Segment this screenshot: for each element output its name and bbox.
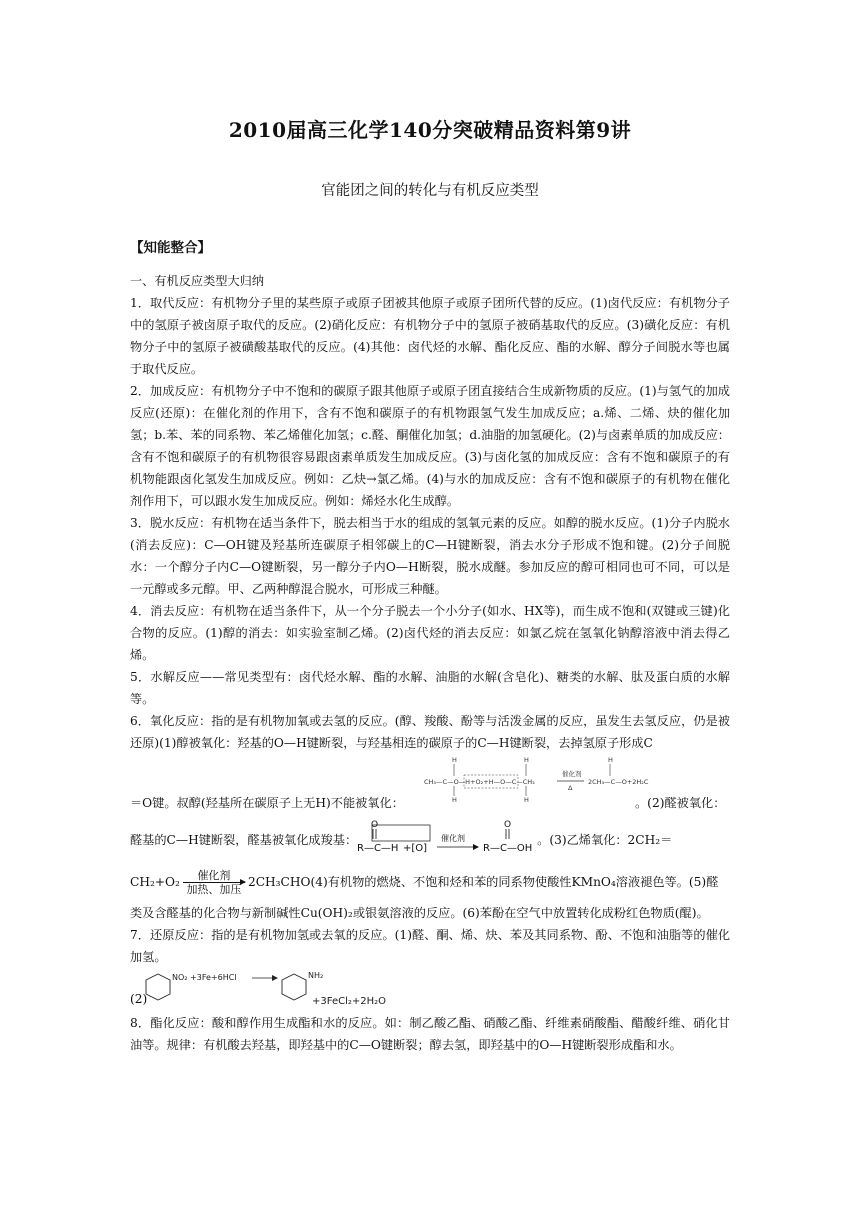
paragraph-fragment: 醛基的C—H键断裂，醛基被氧化成羧基： [130,833,358,847]
alcohol-oxidation-line [130,754,730,818]
svg-text:H: H [524,796,529,804]
paragraph-fragment: CH₂+O₂ [130,875,180,889]
paragraph: 7．还原反应：指的是有机物加氢或去氧的反应。(1)醛、酮、烯、炔、苯及其同系物、酚、不饱和油脂等的催化加氢。 [130,928,730,964]
eq-aldehyde: R—C—H [357,843,399,854]
reaction-arrow [183,869,245,896]
paragraph: 6．氧化反应：指的是有机物加氧或去氢的反应。(醇、羧酸、酚等与活泼金属的反应，虽发生去氢反应，仍是被还原)(1)醇被氧化：羟基的O—H键断裂，与羟基相连的碳原子的C—H键断裂，去掉氢原子形成C [130,714,730,750]
paragraph: 4．消去反应：有机物在适当条件下，从一个分子脱去一个小分子(如水、HX等)，而生成不饱和(双键或三键)化合物的反应。(1)醇的消去：如实验室制乙烯。(2)卤代烃的消去反应：如氯乙烷在氢氧化钠醇溶液中消去得乙烯。 [130,604,730,662]
eq-tail: +3FeCl₂+2H₂O [312,996,387,1007]
ethylene-oxidation-line [130,862,730,902]
eq-condition: Δ [568,784,573,792]
page-title: 2010届高三化学140分突破精品资料第9讲 [228,118,632,142]
paragraph-fragment: ＝O键。叔醇(羟基所在碳原子上无H)不能被氧化： [130,796,404,810]
paragraph: 类及含醛基的化合物与新制碱性Cu(OH)₂或银氨溶液的反应。(6)苯酚在空气中放置转化成粉红色物质(醌)。 [130,906,709,920]
nitro-reduction-line [130,968,730,1012]
section-header: 【知能整合】 [130,240,211,256]
aldehyde-oxidation-line [130,818,730,862]
paragraph: 5．水解反应——常见类型有：卤代烃水解、酯的水解、油脂的水解(含皂化)、糖类的水解、肽及蛋白质的水解等。 [130,670,730,706]
eq-catalyst: 催化剂 [441,834,466,843]
eq-acid: R—C—OH [483,843,533,854]
paragraph-fragment: (2) [130,992,148,1006]
aldehyde-oxidation-equation-figure [357,819,537,861]
eq-reactant: NO₂ +3Fe+6HCl [172,973,237,982]
svg-text:H: H [608,756,613,764]
paragraph: 8．酯化反应：酸和醇作用生成酯和水的反应。如：制乙酸乙酯、硝酸乙酯、纤维素硝酸酯、醋酸纤维、硝化甘油等。规律：有机酸去羟基，即羟基中的C—O键断裂；醇去氢，即羟基中的O—H键断裂形成酯和水。 [130,1016,730,1052]
nitro-reduction-equation-figure [144,968,424,1012]
eq-reactant: CH₃—C—O—H+O₂+H—O—C—CH₃ [424,778,535,786]
paragraph: 1．取代反应：有机物分子里的某些原子或原子团被其他原子或原子团所代替的反应。(1)卤代反应：有机物分子中的氢原子被卤原子取代的反应。(2)硝化反应：有机物分子中的氢原子被硝基取代的反应。(3)磺化反应：有机物分子中的氢原子被磺酸基取代的反应。(4)其他：卤代烃的水解、酯化反应、酯的水解、醇分子间脱水等也属于取代反应。 [130,296,730,376]
arrow-condition: 加热、加压 [186,882,242,896]
svg-text:H: H [524,756,529,764]
eq-product: NH₂ [308,971,324,980]
eq-product: 2CH₃—C—O+2H₂C [588,778,649,786]
paragraph-fragment: 。(2)醛被氧化： [635,796,726,810]
eq-catalyst: 催化剂 [562,770,582,778]
svg-text:H: H [452,796,457,804]
svg-text:O: O [371,820,379,830]
page-subtitle: 官能团之间的转化与有机反应类型 [321,183,539,199]
paragraph: 2．加成反应：有机物分子中不饱和的碳原子跟其他原子或原子团直接结合生成新物质的反应。(1)与氢气的加成反应(还原)：在催化剂的作用下，含有不饱和碳原子的有机物跟氢气发生加成反应；a.烯、二烯、炔的催化加氢；b.苯、苯的同系物、苯乙烯催化加氢；c.醛、酮催化加氢；d.油脂的加氢硬化。(2)与卤素单质的加成反应：含有不饱和碳原子的有机物很容易跟卤素单质发生加成反应。(3)与卤化氢的加成反应：含有不饱和碳原子的有机物能跟卤化氢发生加成反应。例如：乙炔→氯乙烯。(4)与水的加成反应：含有不饱和碳原子的有机物在催化剂作用下，可以跟水发生加成反应。例如：烯烃水化生成醇。 [130,384,730,508]
paragraph: 3．脱水反应：有机物在适当条件下，脱去相当于水的组成的氢氧元素的反应。如醇的脱水反应。(1)分子内脱水(消去反应)：C—OH键及羟基所连碳原子相邻碳上的C—H键断裂，消去水分子形成不饱和键。(2)分子间脱水：一个醇分子内C—O键断裂，另一醇分子内O—H断裂，脱水成醚。参加反应的醇可相同也可不同，可以是一元醇或多元醇。甲、乙两种醇混合脱水，可形成三种醚。 [130,516,730,596]
paragraph: 一、有机反应类型大归纳 [130,274,265,288]
paragraph-fragment: 。(3)乙烯氧化：2CH₂＝ [537,833,673,847]
document-body [130,270,730,1056]
eq-oxygen: +[O] [403,843,428,854]
arrow-catalyst: 催化剂 [197,868,231,882]
svg-text:O: O [504,820,512,830]
svg-text:H: H [452,756,457,764]
paragraph-fragment: 2CH₃CHO(4)有机物的燃烧、不饱和烃和苯的同系物使酸性KMnO₄溶液褪色等。(5)醛 [247,875,719,889]
